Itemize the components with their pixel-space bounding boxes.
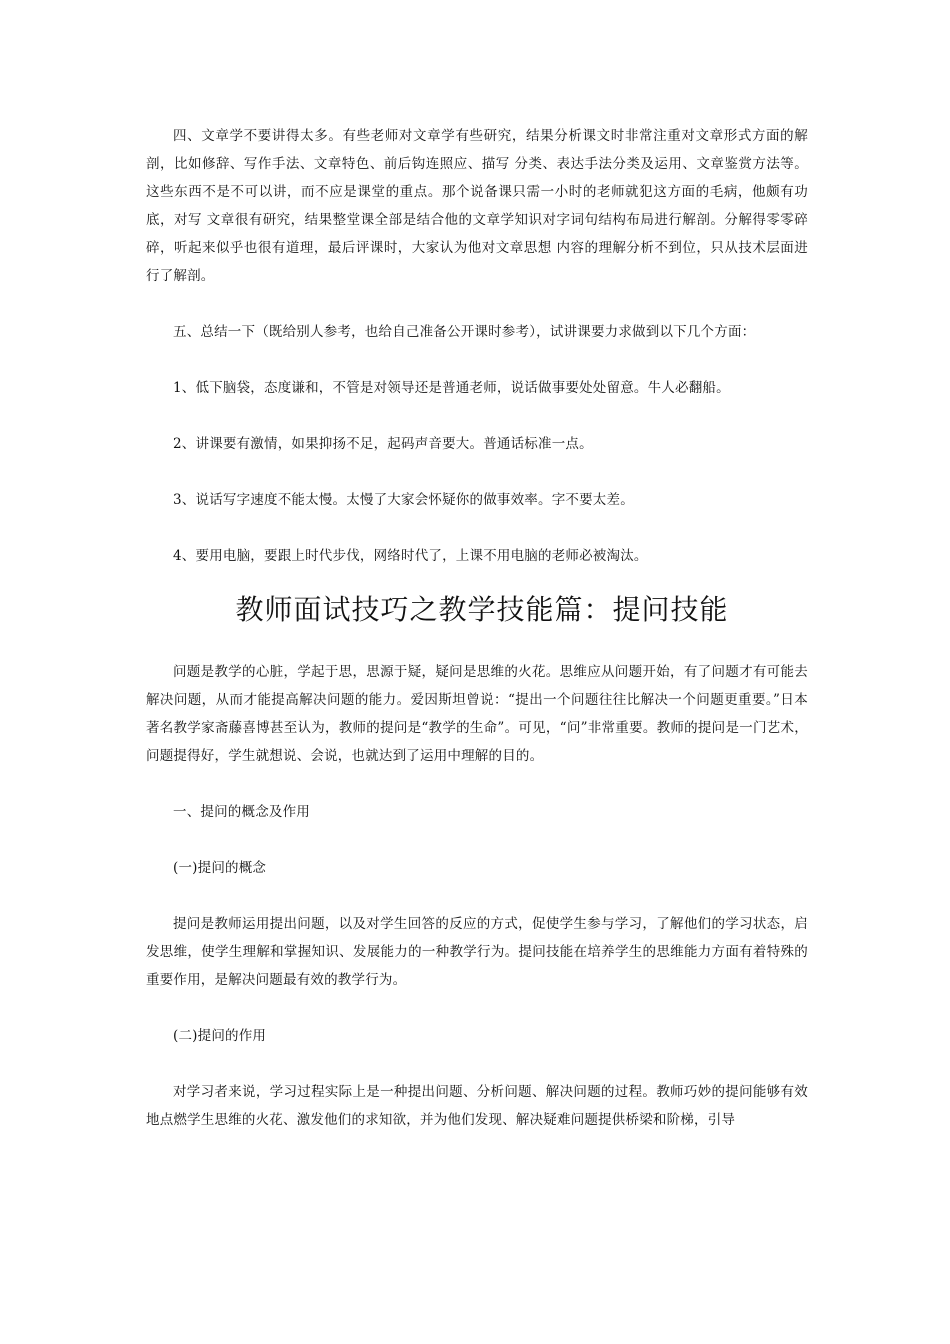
paragraph-concept: 提问是教师运用提出问题，以及对学生回答的反应的方式，促使学生参与学习，了解他们的学习状态，启发思维，使学生理解和掌握知识、发展能力的一种教学行为。提问技能在培养学生的思维能力方面有着特殊的重要作用，是解决问题最有效的教学行为。 [146,916,808,988]
heading-section-one: 一、提问的概念及作用 [173,804,310,820]
paragraph-point-four: 四、文章学不要讲得太多。有些老师对文章学有些研究，结果分析课文时非常注重对文章形式方面的解剖，比如修辞、写作手法、文章特色、前后钩连照应、描写 分类、表达手法分类及运用、文章鉴赏方法等。这些东西不是不可以讲，而不应是课堂的重点。那个说备课只需一小时的老师就犯这方面的毛病，他颇有功底，对写 文章很有研究，结果整堂课全部是结合他的文章学知识对字词句结构布局进行解剖。分解得零零碎碎，听起来似乎也很有道理，最后评课时，大家认为他对文章思想 内容的理解分析不到位，只从技术层面进行了解剖。 [146,128,808,284]
heading-concept: (一)提问的概念 [173,860,267,876]
paragraph-effect: 对学习者来说，学习过程实际上是一种提出问题、分析问题、解决问题的过程。教师巧妙的提问能够有效地点燃学生思维的火花、激发他们的求知欲，并为他们发现、解决疑难问题提供桥梁和阶梯，引导 [146,1084,808,1128]
paragraph-point-five: 五、总结一下（既给别人参考，也给自己准备公开课时参考），试讲课要力求做到以下几个方面： [173,324,756,340]
paragraph-intro: 问题是教学的心脏，学起于思，思源于疑，疑问是思维的火花。思维应从问题开始，有了问题才有可能去解决问题，从而才能提高解决问题的能力。爱因斯坦曾说：“提出一个问题往往比解决一个问题更重要。”日本著名教学家斋藤喜博甚至认为，教师的提问是“教学的生命”。可见，“问”非常重要。教师的提问是一门艺术，问题提得好，学生就想说、会说，也就达到了运用中理解的目的。 [146,664,808,764]
list-item-1: 1、低下脑袋，态度谦和，不管是对领导还是普通老师，说话做事要处处留意。牛人必翻船。 [173,380,730,396]
article-title: 教师面试技巧之教学技能篇：提问技能 [235,593,729,626]
list-item-4: 4、要用电脑，要跟上时代步伐，网络时代了，上课不用电脑的老师必被淘汰。 [173,548,648,564]
list-item-3: 3、说话写字速度不能太慢。太慢了大家会怀疑你的做事效率。字不要太差。 [173,492,634,508]
heading-effect: (二)提问的作用 [173,1028,267,1044]
list-item-2: 2、讲课要有激情，如果抑扬不足，起码声音要大。普通话标准一点。 [173,436,593,452]
document-page [146,122,808,1134]
